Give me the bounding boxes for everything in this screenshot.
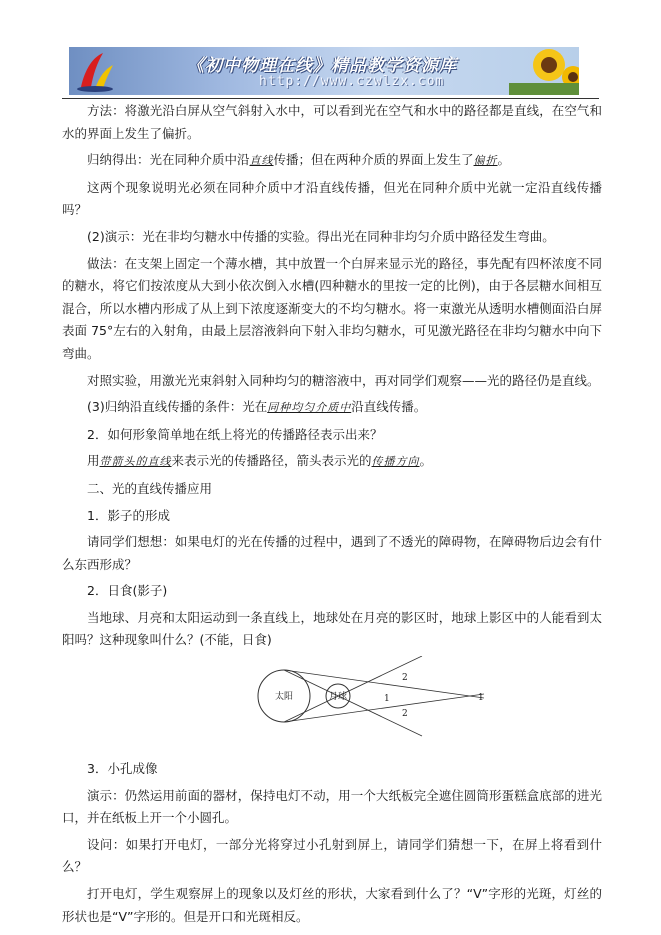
handwritten-answer: 同种均匀介质中 bbox=[267, 401, 352, 415]
paragraph-pinhole-observation: 打开电灯，学生观察屏上的现象以及灯丝的形状，大家看到什么了？“V”字形的光斑，灯丝的形状也是“V”字形的。但是开口和光斑相反。 bbox=[62, 886, 602, 924]
eclipse-diagram-svg bbox=[252, 656, 502, 746]
subheading-shadow: 1．影子的形成 bbox=[87, 507, 170, 523]
handwritten-answer: 带箭头的直线 bbox=[99, 455, 172, 469]
text: 用 bbox=[87, 453, 100, 469]
subheading-eclipse: 2．日食(影子) bbox=[87, 583, 168, 599]
text: 归纳得出：光在同种介质中沿 bbox=[87, 152, 250, 168]
text: (3)归纳沿直线传播的条件：光在 bbox=[87, 399, 268, 415]
text: 传播；但在两种介质的界面上发生了 bbox=[273, 152, 474, 168]
paragraph-pinhole-question: 设问：如果打开电灯，一部分光将穿过小孔射到屏上，请同学们猜想一下，在屏上将看到什么？ bbox=[62, 836, 602, 875]
text: 。 bbox=[497, 152, 511, 168]
banner-url: http://www.czwlzx.com bbox=[259, 74, 445, 89]
subheading-pinhole: 3．小孔成像 bbox=[87, 761, 158, 777]
penumbra-label-bottom: 2 bbox=[402, 709, 408, 720]
paragraph-demo-2: (2)演示：光在非均匀糖水中传播的实验。得出光在同种非均匀介质中路径发生弯曲。 bbox=[87, 228, 555, 244]
site-logo-icon bbox=[73, 49, 117, 93]
header-divider bbox=[62, 98, 599, 99]
paragraph-control-experiment: 对照实验，用激光光束斜射入同种均匀的糖溶液中，再对同学们观察——光的路径仍是直线。 bbox=[87, 372, 600, 388]
paragraph-question: 这两个现象说明光必须在同种介质中才沿直线传播，但光在同种介质中光就一定沿直线传播吗？ bbox=[62, 179, 602, 218]
sun-label: 太阳 bbox=[274, 692, 294, 703]
paragraph-condition bbox=[62, 396, 602, 420]
paragraph-method: 方法：将激光沿白屏从空气斜射入水中，可以看到光在空气和水中的路径都是直线，在空气和水的界面上发生了偏折。 bbox=[62, 103, 602, 141]
paragraph-pinhole-demo: 演示：仍然运用前面的器材，保持电灯不动，用一个大纸板完全遮住圆筒形蛋糕盒底部的进光口，并在纸板上开一个小圆孔。 bbox=[62, 787, 602, 826]
text: 。 bbox=[419, 453, 433, 469]
paragraph-ray-representation bbox=[62, 450, 602, 474]
document-body bbox=[62, 100, 602, 928]
handwritten-answer: 传播方向 bbox=[371, 455, 420, 469]
penumbra-label-top: 2 bbox=[402, 673, 408, 684]
text: 沿直线传播。 bbox=[351, 399, 427, 415]
section-heading-applications: 二、光的直线传播应用 bbox=[87, 480, 213, 496]
handwritten-answer: 偏折 bbox=[473, 154, 498, 168]
paragraph-eclipse-question: 当地球、月亮和太阳运动到一条直线上，地球处在月亮的影区时，地球上影区中的人能看到太阳吗？这种现象叫什么？(不能，日食) bbox=[62, 609, 602, 648]
eclipse-diagram bbox=[62, 656, 602, 752]
earth-label: 1 bbox=[478, 693, 484, 704]
header-banner bbox=[69, 47, 579, 95]
sunflower-icon bbox=[509, 47, 579, 95]
paragraph-conclusion bbox=[62, 149, 602, 173]
heading-question-2: 2．如何形象简单地在纸上将光的传播路径表示出来？ bbox=[87, 426, 383, 442]
moon-label: 月球 bbox=[328, 692, 348, 703]
handwritten-answer: 直线 bbox=[249, 154, 274, 168]
text: 来表示光的传播路径，箭头表示光的 bbox=[171, 453, 372, 469]
paragraph-procedure: 做法：在支架上固定一个薄水槽，其中放置一个白屏来显示光的路径，事先配有四杯浓度不同的糖水，将它们按浓度从大到小依次倒入水槽(四种糖水的里按一定的比例)，由于各层糖水间相互混合，所以水槽内形成了从上到下浓度逐渐变大的不均匀糖水。将一束激光从透明水槽侧面沿白屏表面 75°左右的入射角，由最上层溶液斜向下射入非均匀糖水，可见激光路径在非均匀糖水中向下弯曲。 bbox=[62, 255, 602, 361]
banner-title: 《初中物理在线》精品教学资源库 bbox=[187, 56, 457, 76]
umbra-label: 1 bbox=[384, 694, 390, 705]
paragraph-shadow-question: 请同学们想想：如果电灯的光在传播的过程中，遇到了不透光的障碍物，在障碍物后边会有什么东西形成？ bbox=[62, 534, 602, 572]
